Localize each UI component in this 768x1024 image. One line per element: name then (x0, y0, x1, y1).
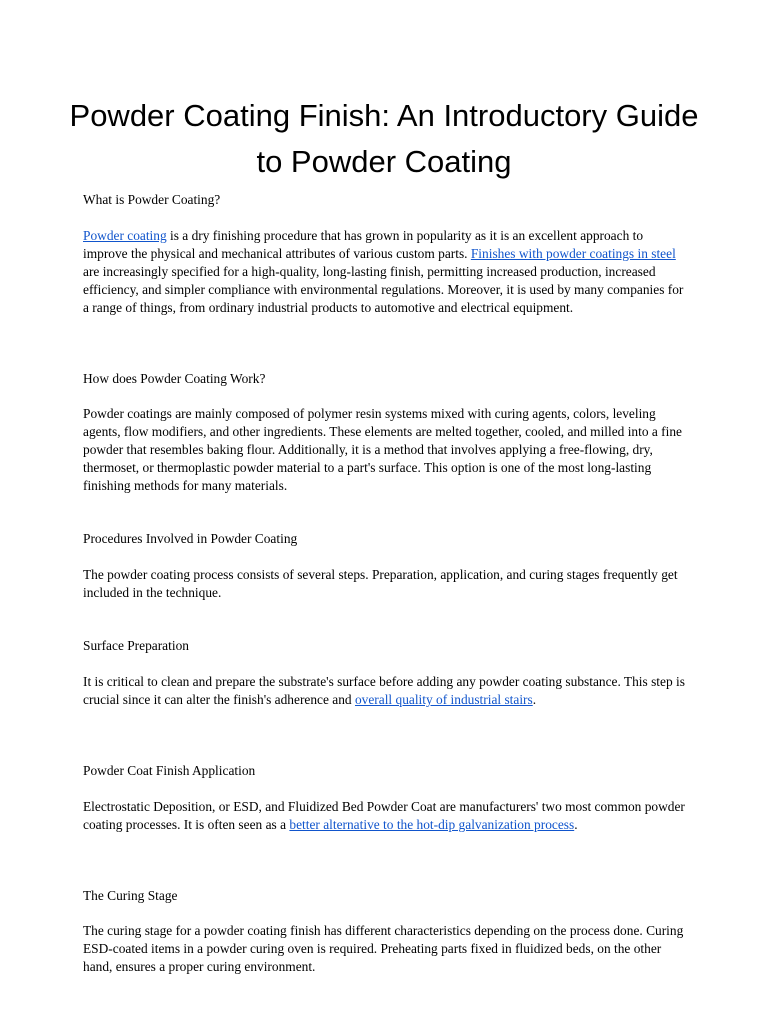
link-overall-quality-of-industrial-stairs[interactable]: overall quality of industrial stairs (354, 692, 533, 707)
section-heading-procedures-involved: Procedures Involved in Powder Coating (83, 531, 298, 546)
section-heading-what-is-powder-coating: What is Powder Coating? (83, 192, 221, 207)
section-paragraph-powder-coat-finish-application (83, 798, 687, 834)
paragraph-text: is a dry finishing procedure that has grown in popularity as it is an excellent approach to improve the physical and mechanical attributes of various custom parts. (83, 228, 644, 261)
section-paragraph-surface-preparation (83, 673, 687, 709)
section-heading-how-does-powder-coating-work: How does Powder Coating Work? (83, 371, 266, 386)
section-heading-powder-coat-finish-application: Powder Coat Finish Application (83, 763, 256, 778)
paragraph-text: . (532, 692, 537, 707)
document-title: Powder Coating Finish: An Introductory Guide to Powder Coating (69, 98, 699, 179)
section-heading-the-curing-stage: The Curing Stage (83, 888, 178, 903)
paragraph-text: Electrostatic Deposition, or ESD, and Fluidized Bed Powder Coat are manufacturers' two most common powder coating processes. It is often seen as a (83, 799, 685, 832)
paragraph-text: It is critical to clean and prepare the substrate's surface before adding any powder coating substance. This step is crucial since it can alter the finish's adherence and (83, 674, 685, 707)
section-paragraph-procedures-involved: The powder coating process consists of several steps. Preparation, application, and curing stages frequently get included in the technique. (83, 567, 678, 600)
paragraph-text: . (574, 817, 578, 832)
section-heading-surface-preparation: Surface Preparation (83, 638, 189, 653)
link-finishes-with-powder-coatings-in-steel[interactable]: Finishes with powder coatings in steel (470, 246, 676, 261)
link-powder-coating[interactable]: Powder coating (83, 228, 167, 243)
link-better-alternative-to-hot-dip-galvanization[interactable]: better alternative to the hot-dip galvanization process (289, 817, 575, 832)
paragraph-text: are increasingly specified for a high-quality, long-lasting finish, permitting increased production, increased efficiency, and simpler compliance with environmental regulations. Moreover, it is used by many companies for a range of things, from ordinary industrial products to automotive and electrical equipment. (83, 264, 684, 315)
section-paragraph-how-does-powder-coating-work: Powder coatings are mainly composed of polymer resin systems mixed with curing agents, colors, leveling agents, flow modifiers, and other ingredients. These elements are melted together, cooled, and milled into a fine powder that resembles baking flour. Additionally, it is a method that involves applying a free-flowing, dry, thermoset, or thermoplastic powder material to a part's surface. This option is one of the most long-lasting finishing methods for many materials. (83, 406, 683, 493)
section-paragraph-the-curing-stage: The curing stage for a powder coating finish has different characteristics depending on the process done. Curing ESD-coated items in a powder curing oven is required. Preheating parts fixed in fluidized beds, on the other hand, ensures a proper curing environment. (83, 923, 684, 974)
section-paragraph-what-is-powder-coating (83, 227, 687, 317)
